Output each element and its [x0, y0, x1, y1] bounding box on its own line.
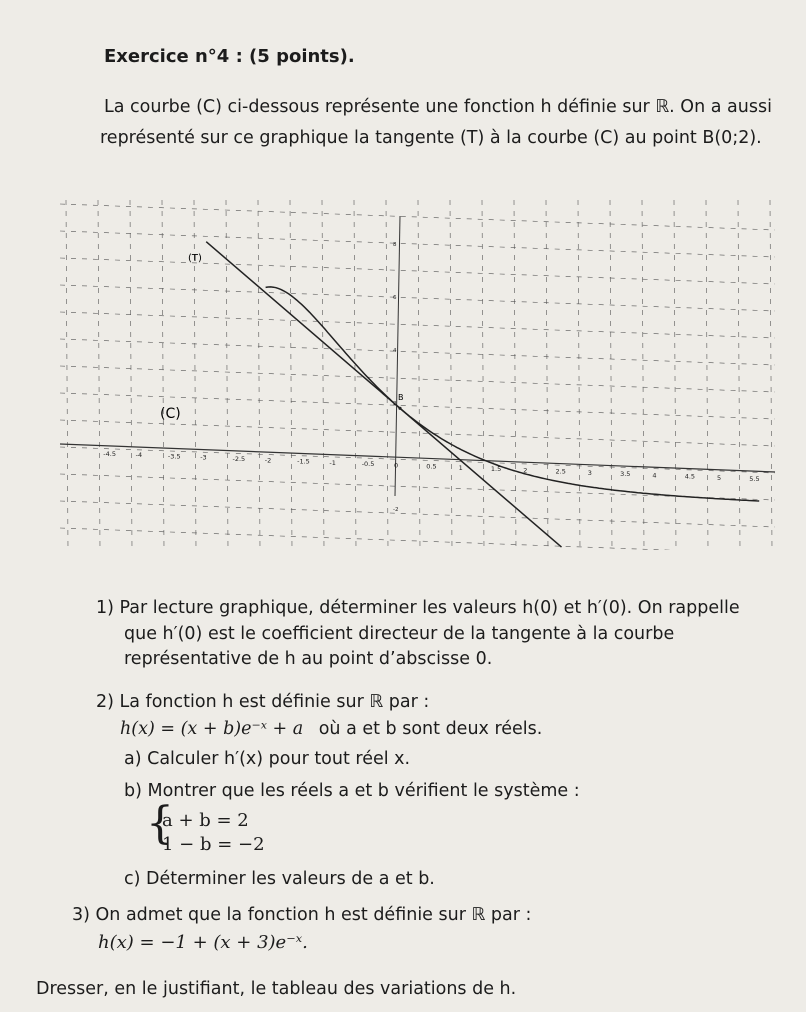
grid-vline: [290, 200, 292, 550]
intro-line-2: représenté sur ce graphique la tangente (T) à la courbe (C) au point B(0;2).: [100, 128, 762, 148]
question-1-line-3: représentative de h au point d’abscisse 0.: [124, 649, 493, 669]
x-tick-label: 5: [717, 473, 722, 482]
y-tick-label: 8: [393, 242, 397, 248]
grid-vline: [226, 200, 228, 550]
x-tick-labels: [103, 450, 759, 483]
x-tick-label: 3.5: [620, 470, 631, 479]
question-2-formula-line: [120, 716, 542, 742]
grid-vline: [738, 200, 740, 550]
label-c: (C): [160, 406, 181, 422]
point-b-marker: [398, 407, 401, 410]
question-3-formula: h(x) = −1 + (x + 3)e⁻ˣ.: [98, 932, 308, 953]
grid-vline: [162, 200, 164, 550]
grid-vline: [258, 200, 260, 550]
grid-hline: [60, 312, 775, 338]
grid-hline: [60, 231, 775, 257]
grid-vline: [514, 200, 516, 550]
grid-vline: [610, 200, 612, 550]
grid-vline: [354, 200, 356, 550]
question-2-intro: 2) La fonction h est définie sur ℝ par :: [96, 692, 430, 712]
y-tick-label: 6: [393, 295, 397, 301]
x-tick-label: 3: [587, 468, 592, 477]
grid-vline: [98, 200, 100, 550]
grid-hline: [60, 474, 775, 500]
grid-hline: [60, 258, 775, 284]
grid-vline: [546, 200, 548, 550]
grid-vline: [386, 200, 388, 550]
intro-paragraph: [100, 92, 774, 154]
y-tick-label: 4: [393, 348, 397, 354]
x-tick-label: 0: [394, 461, 399, 470]
x-tick-label: -3: [200, 453, 207, 462]
graph-grid: [60, 200, 775, 550]
x-tick-label: 2: [523, 466, 528, 475]
system-equation-1: a + b = 2: [162, 810, 249, 831]
conclusion-line: Dresser, en le justifiant, le tableau des variations de h.: [36, 979, 517, 999]
question-1-line-2: que h′(0) est le coefficient directeur de la tangente à la courbe: [124, 624, 675, 644]
label-t: (T): [188, 253, 202, 264]
x-tick-label: 4.5: [684, 472, 696, 481]
question-2a: a) Calculer h′(x) pour tout réel x.: [124, 749, 411, 769]
x-tick-label: 0.5: [426, 462, 437, 471]
x-tick-label: 1: [458, 463, 463, 472]
grid-hline: [60, 501, 775, 527]
x-tick-label: -1: [329, 458, 336, 467]
grid-vline: [418, 200, 420, 550]
exercise-title: Exercice n°4 : (5 points).: [104, 46, 355, 67]
grid-hline: [60, 339, 775, 365]
question-2b: b) Montrer que les réels a et b vérifient le système :: [124, 781, 580, 801]
x-tick-label: -2: [264, 456, 272, 465]
grid-hline: [60, 204, 775, 230]
formula-note: où a et b sont deux réels.: [318, 719, 543, 739]
question-1-line-1: 1) Par lecture graphique, déterminer les valeurs h(0) et h′(0). On rappelle: [96, 598, 740, 618]
grid-hline: [60, 366, 775, 392]
question-2c: c) Déterminer les valeurs de a et b.: [124, 869, 435, 889]
x-tick-label: -4: [135, 451, 143, 460]
grid-vline: [770, 200, 772, 550]
x-tick-label: -2.5: [232, 454, 246, 463]
system-brace: {: [146, 798, 174, 849]
grid-vline: [130, 200, 132, 550]
x-tick-label: 5.5: [749, 475, 760, 484]
x-tick-label: 1.5: [490, 465, 502, 474]
grid-hline: [60, 285, 775, 311]
y-tick-label: -2: [393, 507, 399, 513]
grid-vline: [322, 200, 324, 550]
question-3-intro: 3) On admet que la fonction h est définie sur ℝ par :: [72, 905, 532, 925]
x-tick-label: -1.5: [297, 457, 310, 466]
x-tick-label: 4: [652, 471, 657, 480]
label-b: B: [398, 393, 404, 402]
grid-vline: [674, 200, 676, 550]
grid-vline: [578, 200, 580, 550]
x-tick-label: -0.5: [361, 460, 375, 469]
y-tick-label: 2: [393, 401, 397, 407]
grid-vline: [66, 200, 68, 550]
grid-hline: [60, 528, 775, 550]
y-axis: [395, 216, 400, 496]
x-tick-label: -4.5: [103, 449, 116, 458]
x-tick-label: -3.5: [167, 452, 181, 461]
formula-h-ab: h(x) = (x + b)e⁻ˣ + a: [120, 719, 304, 739]
grid-vline: [482, 200, 484, 550]
system-equation-2: 1 − b = −2: [162, 834, 265, 855]
intro-line-1: La courbe (C) ci-dessous représente une fonction h définie sur ℝ. On a aussi: [104, 97, 772, 117]
x-tick-label: 2.5: [555, 467, 566, 476]
grid-vline: [450, 200, 452, 550]
function-graph: [60, 196, 780, 550]
